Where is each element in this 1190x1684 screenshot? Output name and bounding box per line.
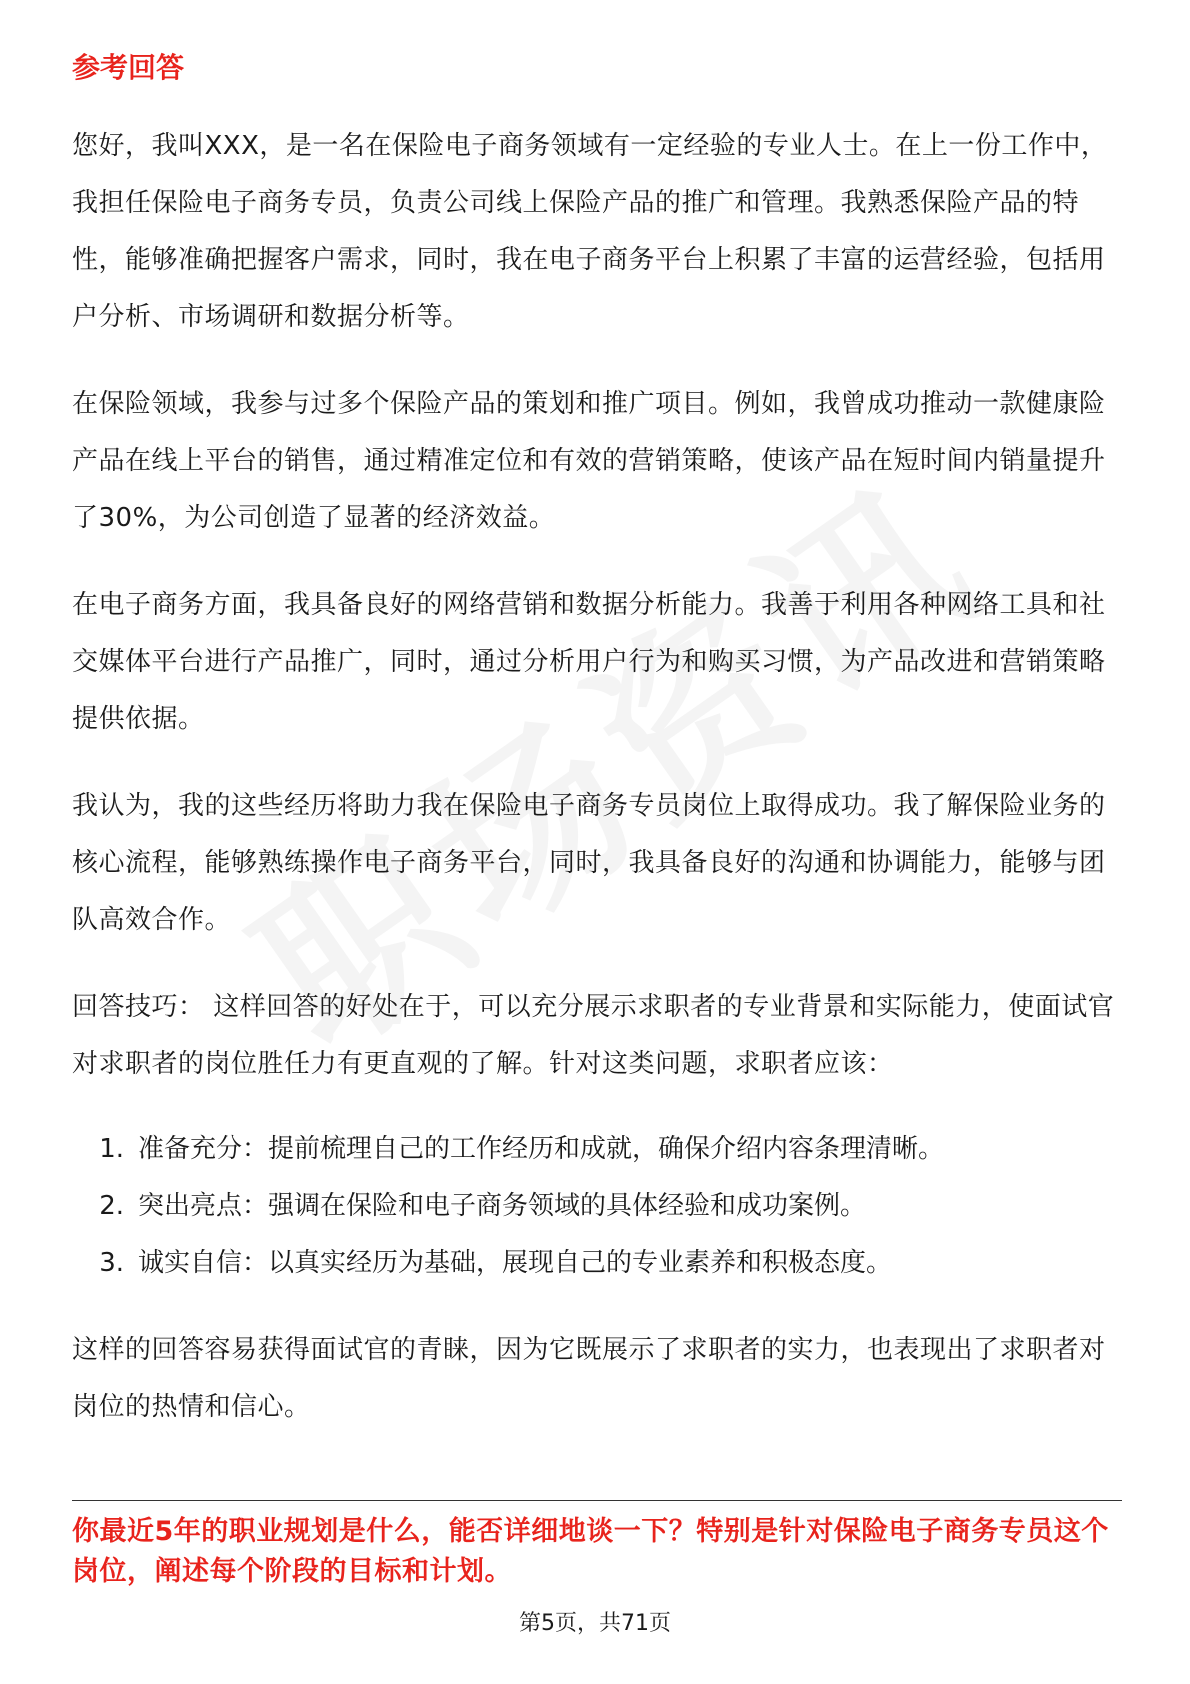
- list-number: 2.: [99, 1191, 124, 1221]
- tips-list-item: [72, 1235, 1122, 1292]
- list-number: 3.: [99, 1248, 124, 1278]
- answer-section: [72, 48, 1122, 1466]
- tips-list-item: [72, 1178, 1122, 1235]
- section-divider: [72, 1500, 1122, 1501]
- list-number: 1.: [99, 1134, 124, 1164]
- section-heading: 参考回答: [72, 51, 185, 84]
- answer-paragraph-3: 在电子商务方面，我具备良好的网络营销和数据分析能力。我善于利用各种网络工具和社交媒体平台进行产品推广，同时，通过分析用户行为和购买习惯，为产品改进和营销策略提供依据。: [72, 590, 1106, 734]
- answer-paragraph-1: 您好，我叫XXX，是一名在保险电子商务领域有一定经验的专业人士。在上一份工作中，我担任保险电子商务专员，负责公司线上保险产品的推广和管理。我熟悉保险产品的特性，能够准确把握客户需求，同时，我在电子商务平台上积累了丰富的运营经验，包括用户分析、市场调研和数据分析等。: [72, 131, 1108, 332]
- closing-paragraph: 这样的回答容易获得面试官的青睐，因为它既展示了求职者的实力，也表现出了求职者对岗位的热情和信心。: [72, 1335, 1106, 1422]
- list-item-text: 突出亮点：强调在保险和电子商务领域的具体经验和成功案例。: [138, 1191, 867, 1221]
- tips-list: [72, 1121, 1122, 1292]
- list-item-text: 诚实自信：以真实经历为基础，展现自己的专业素养和积极态度。: [138, 1248, 893, 1278]
- page-footer: 第5页，共71页: [519, 1611, 671, 1636]
- next-question: 你最近5年的职业规划是什么，能否详细地谈一下？特别是针对保险电子商务专员这个岗位，阐述每个阶段的目标和计划。: [72, 1516, 1109, 1587]
- answer-tips-intro: 回答技巧： 这样回答的好处在于，可以充分展示求职者的专业背景和实际能力，使面试官对求职者的岗位胜任力有更直观的了解。针对这类问题，求职者应该：: [72, 992, 1115, 1079]
- answer-paragraph-2: 在保险领域，我参与过多个保险产品的策划和推广项目。例如，我曾成功推动一款健康险产品在线上平台的销售，通过精准定位和有效的营销策略，使该产品在短时间内销量提升了30%，为公司创造了显著的经济效益。: [72, 389, 1106, 533]
- tips-list-item: [72, 1121, 1122, 1178]
- list-item-text: 准备充分：提前梳理自己的工作经历和成就，确保介绍内容条理清晰。: [138, 1134, 945, 1164]
- answer-paragraph-4: 我认为，我的这些经历将助力我在保险电子商务专员岗位上取得成功。我了解保险业务的核心流程，能够熟练操作电子商务平台，同时，我具备良好的沟通和协调能力，能够与团队高效合作。: [72, 791, 1106, 935]
